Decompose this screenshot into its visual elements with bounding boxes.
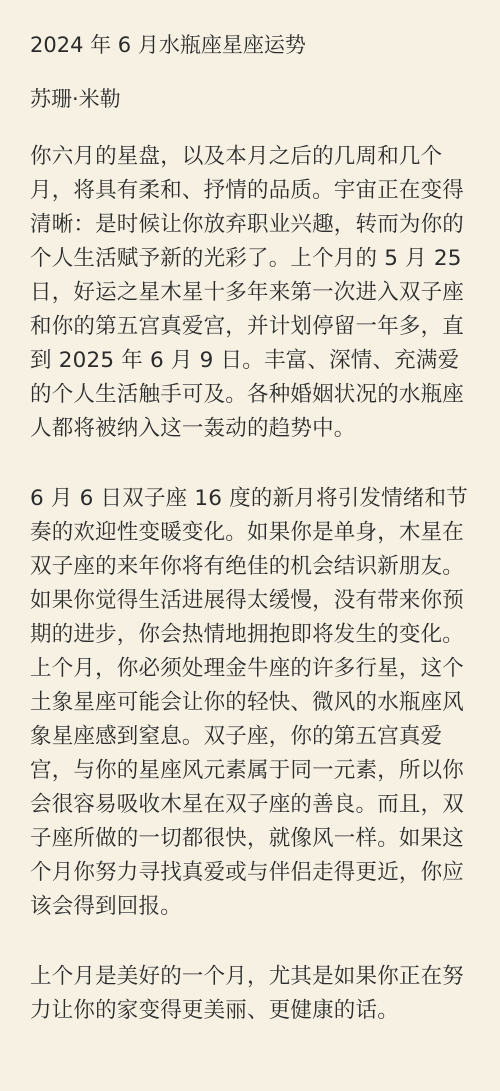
top-text-fragment [118, 0, 258, 4]
paragraph-1: 你六月的星盘，以及本月之后的几周和几个月，将具有柔和、抒情的品质。宇宙正在变得清晰：是时候让你放弃职业兴趣，转而为你的个人生活赋予新的光彩了。上个月的 5 月 25 日，好运之星木星十多年来第一次进入双子座和你的第五宫真爱宫，并计划停留一年多，直到 2025 年 6 月 9 日。丰富、深情、充满爱的个人生活触手可及。各种婚姻状况的水瓶座人都将被纳入这一轰动的趋势中。 [30, 144, 465, 441]
paragraph-2: 6 月 6 日双子座 16 度的新月将引发情绪和节奏的欢迎性变暖变化。如果你是单身，木星在双子座的来年你将有绝佳的机会结识新朋友。如果你觉得生活进展得太缓慢，没有带来你预期的进步，你会热情地拥抱即将发生的变化。上个月，你必须处理金牛座的许多行星，这个土象星座可能会让你的轻快、微风的水瓶座风象星座感到窒息。双子座，你的第五宫真爱宫，与你的星座风元素属于同一元素，所以你会很容易吸收木星在双子座的善良。而且，双子座所做的一切都很快，就像风一样。如果这个月你努力寻找真爱或与伴侣走得更近，你应该会得到回报。 [30, 486, 468, 919]
paragraph-3: 上个月是美好的一个月，尤其是如果你正在努力让你的家变得更美丽、更健康的话。 [30, 964, 465, 1023]
article-author: 苏珊·米勒 [30, 87, 121, 111]
article-title: 2024 年 6 月水瓶座星座运势 [30, 33, 306, 57]
article [30, 30, 480, 1028]
